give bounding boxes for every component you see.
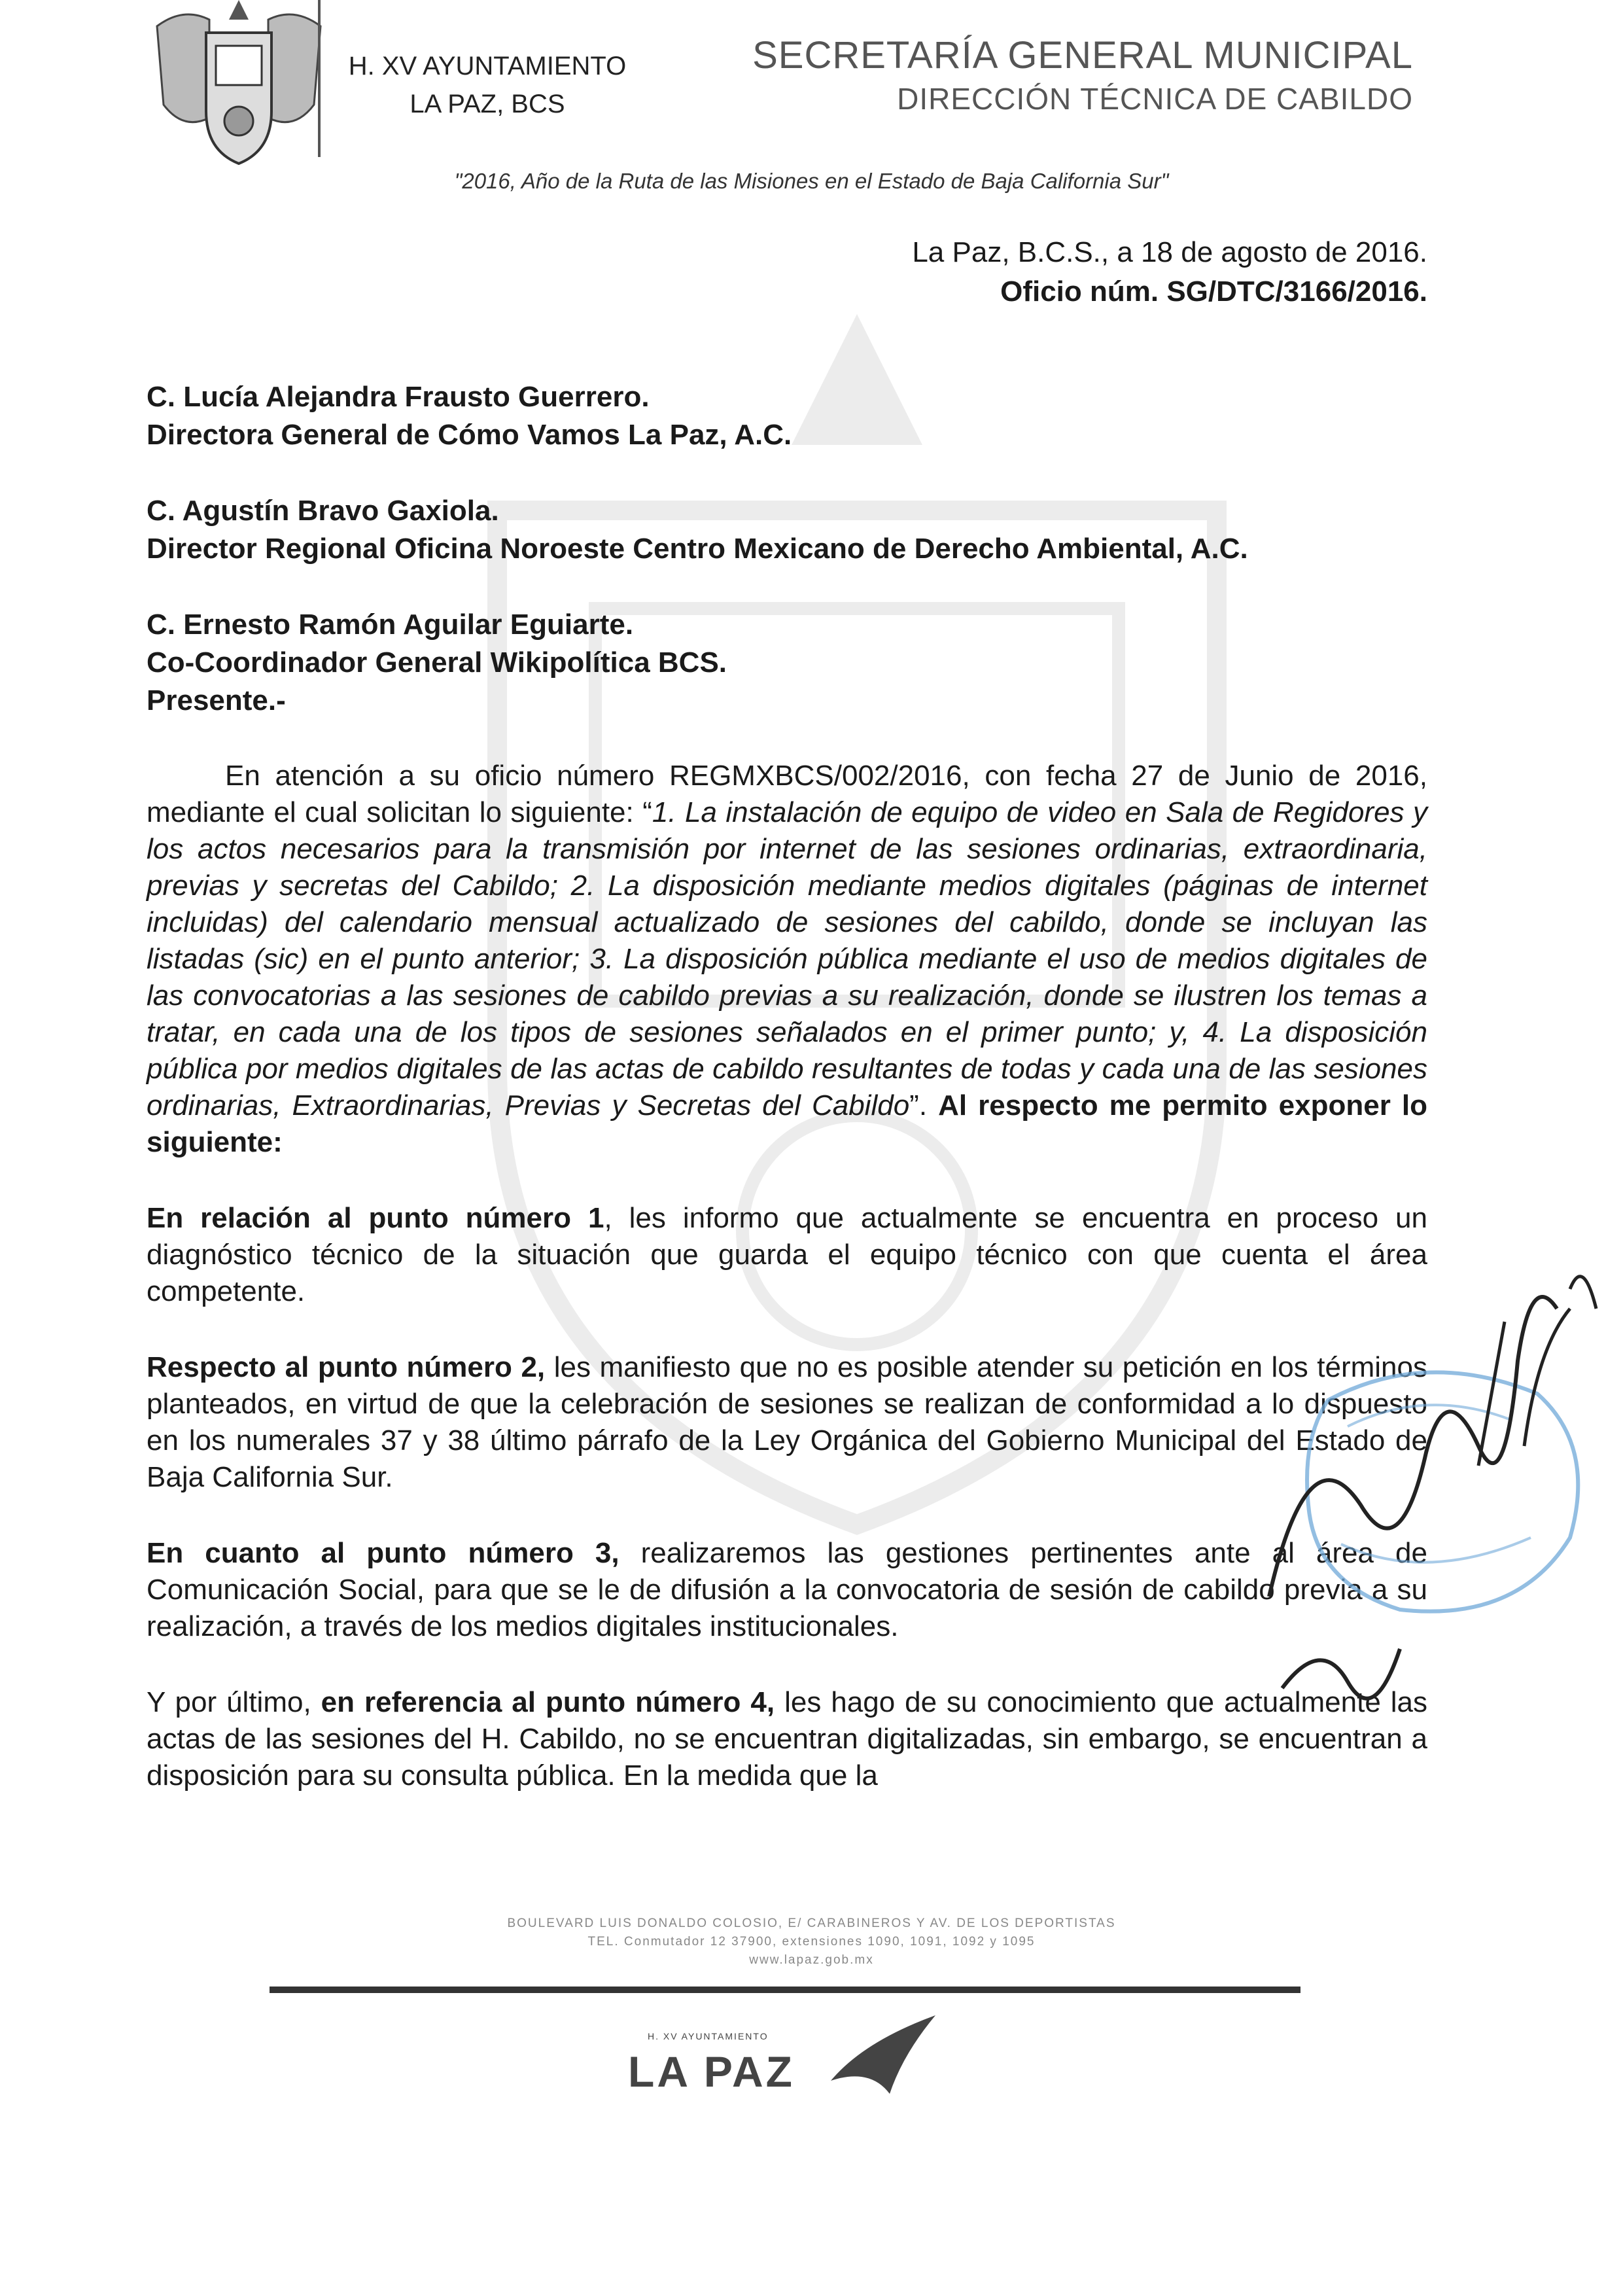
- addressee-title-1: Directora General de Cómo Vamos La Paz, A.C.: [147, 419, 792, 451]
- p2-bold: En relación al punto número 1: [147, 1202, 604, 1234]
- p4-text: realizaremos las gestiones pertinentes ante al área de Comunicación Social, para que se le de difusión a la convocatoria de sesión de cabildo previa a su realización, a través de los medios digitales institucionales.: [147, 1537, 1427, 1642]
- p4-bold: En cuanto al punto número 3,: [147, 1537, 620, 1569]
- header-department: [720, 33, 1413, 119]
- footer-logo-caption: H. XV AYUNTAMIENTO: [648, 2031, 769, 2041]
- addressee-block: [147, 378, 1455, 720]
- header-divider: [318, 0, 321, 157]
- date-block: [654, 233, 1427, 311]
- letter-date: La Paz, B.C.S., a 18 de agosto de 2016.: [912, 236, 1427, 268]
- paragraph-1: [147, 758, 1427, 1161]
- addressee-title-3: Co-Coordinador General Wikipolítica BCS.: [147, 646, 727, 679]
- p2-text: , les informo que actualmente se encuentra en proceso un diagnóstico técnico de la situación que guarda el equipo técnico con que cuenta el área competente.: [147, 1202, 1427, 1307]
- p1-close: ”.: [909, 1089, 939, 1122]
- office-number: Oficio núm. SG/DTC/3166/2016.: [1000, 275, 1427, 308]
- footer-phone: TEL. Conmutador 12 37900, extensiones 1090, 1091, 1092 y 1095: [587, 1935, 1036, 1949]
- header-dept-line2: DIRECCIÓN TÉCNICA DE CABILDO: [897, 82, 1413, 116]
- receipt-stamp-signature-icon: [1230, 1230, 1622, 1767]
- header-organization: [340, 47, 635, 123]
- greeting: Presente.-: [147, 684, 286, 716]
- header-motto: "2016, Año de la Ruta de las Misiones en el Estado de Baja California Sur": [454, 169, 1169, 193]
- p3-text: les manifiesto que no es posible atender su petición en los términos planteados, en virtud de que la celebración de sesiones se realizan de conformidad a lo dispuesto en los numerales 37 y 38 último párrafo de la Ley Orgánica del Gobierno Municipal del Estado de Baja California Sur.: [147, 1351, 1427, 1493]
- p5-bold: en referencia al punto número 4,: [321, 1686, 775, 1718]
- p3-bold: Respecto al punto número 2,: [147, 1351, 546, 1383]
- header-org-line1: H. XV AYUNTAMIENTO: [348, 52, 627, 80]
- footer-web: www.lapaz.gob.mx: [749, 1953, 874, 1967]
- addressee-title-2: Director Regional Oficina Noroeste Centro Mexicano de Derecho Ambiental, A.C.: [147, 533, 1248, 565]
- p1-bold: Al respecto me permito exponer lo siguiente:: [147, 1089, 1427, 1158]
- addressee-name-3: C. Ernesto Ramón Aguilar Eguiarte.: [147, 609, 634, 641]
- p5-text: les hago de su conocimiento que actualmente las actas de las sesiones del H. Cabildo, no se encuentran digitalizadas, sin embargo, se encuentran a disposición para su consulta pública. En la medida que la: [147, 1686, 1428, 1792]
- p1-intro: En atención a su oficio número REGMXBCS/002/2016, con fecha 27 de Junio de 2016, mediante el cual solicitan lo siguiente: “: [147, 760, 1427, 828]
- p5-lead: Y por último,: [147, 1686, 321, 1718]
- header-dept-line1: SECRETARÍA GENERAL MUNICIPAL: [752, 34, 1413, 77]
- addressee-name-2: C. Agustín Bravo Gaxiola.: [147, 495, 499, 527]
- p1-quote: 1. La instalación de equipo de video en Sala de Regidores y los actos necesarios para la transmisión por internet de las sesiones ordinarias, extraordinaria, previas y secretas del Cabildo; 2. La disposición mediante medios digitales (páginas de internet incluidas) del calendario mensual actualizado de sesiones del cabildo, donde se incluyan las listadas (sic) en el punto anterior; 3. La disposición pública mediante el uso de medios digitales de las convocatorias a las sesiones de cabildo previas a su realización, donde se ilustren los temas a tratar, en cada una de los tipos de sesiones señalados en el primer punto; y, 4. La disposición pública por medios digitales de las actas de cabildo resultantes de todas y cada una de las sesiones ordinarias, Extraordinarias, Previas y Secretas del Cabildo: [147, 796, 1428, 1122]
- addressee-name-1: C. Lucía Alejandra Frausto Guerrero.: [147, 381, 650, 413]
- footer-address: BOULEVARD LUIS DONALDO COLOSIO, E/ CARABINEROS Y AV. DE LOS DEPORTISTAS: [507, 1916, 1116, 1930]
- footer-logo-wave-icon: [824, 2009, 942, 2100]
- header-org-line2: LA PAZ, BCS: [410, 90, 565, 118]
- footer-divider: [270, 1987, 1300, 1993]
- footer-contact: [0, 1915, 1623, 1969]
- municipal-crest-icon: [144, 0, 334, 170]
- footer-logo-text: LA PAZ: [628, 2047, 795, 2096]
